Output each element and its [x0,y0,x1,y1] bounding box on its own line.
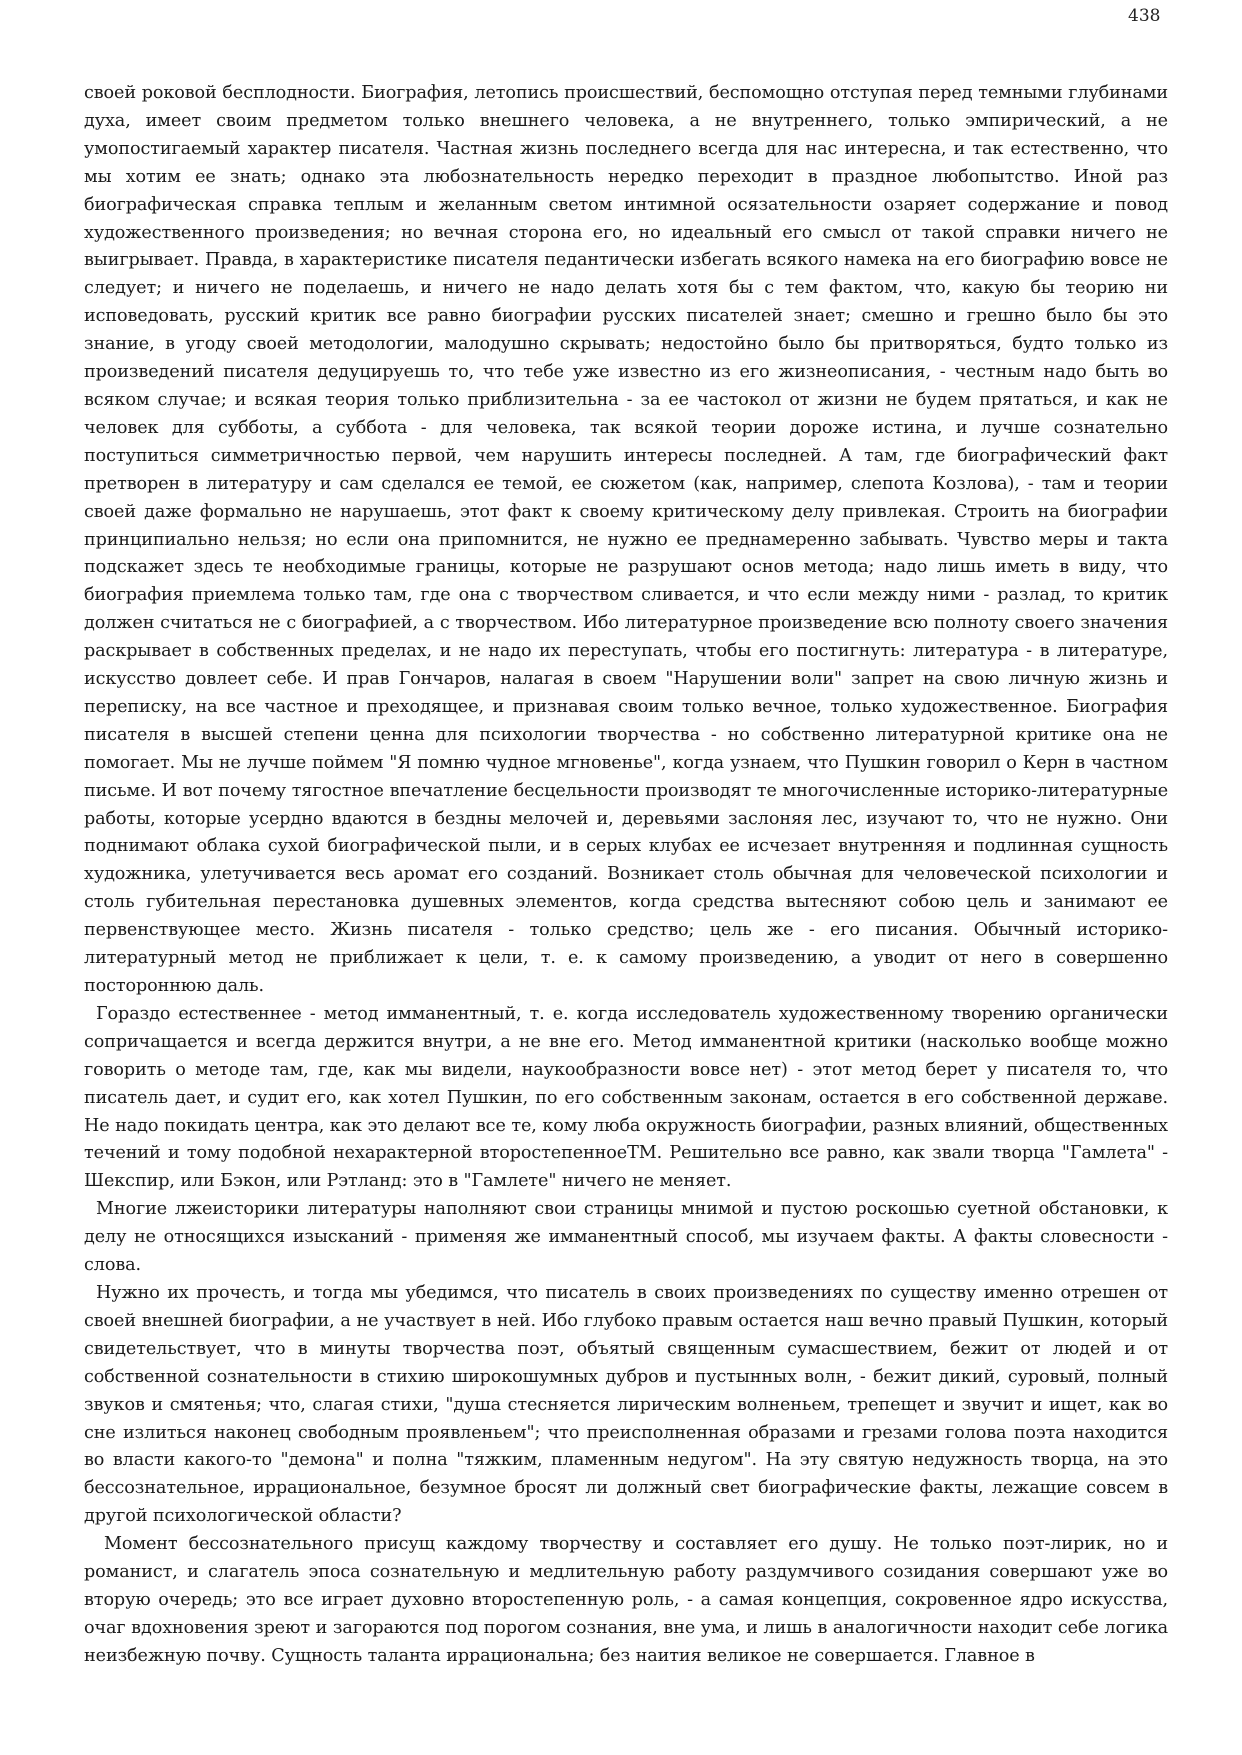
document-body [84,80,1168,1671]
paragraph-5: Момент бессознательного присущ каждому творчеству и составляет его душу. Не только поэт-лирик, но и романист, и слагатель эпоса сознательную и медлительную работу раздумчивого созидания совершают уже во вторую очередь; это все играет духовно второстепенную роль, - а самая концепция, сокровенное ядро искусства, очаг вдохновения зреют и загораются под порогом сознания, вне ума, и лишь в аналогичности находит себе логика неизбежную почву. Сущность таланта иррациональна; без наития великое не совершается. Главное в [84,1534,1168,1666]
page-number: 438 [1128,6,1161,26]
paragraph-3: Многие лжеисторики литературы наполняют свои страницы мнимой и пустою роскошью суетной обстановки, к делу не относящихся изысканий - применяя же имманентный способ, мы изучаем факты. А факты словесности - слова. [84,1199,1168,1276]
paragraph-1: своей роковой бесплодности. Биография, летопись происшествий, беспомощно отступая перед темными глубинами духа, имеет своим предметом только внешнего человека, а не внутреннего, только эмпирический, а не умопостигаемый характер писателя. Частная жизнь последнего всегда для нас интересна, и так естественно, что мы хотим ее знать; однако эта любознательность нередко переходит в праздное любопытство. Иной раз биографическая справка теплым и желанным светом интимной осязательности озаряет содержание и повод художественного произведения; но вечная сторона его, но идеальный его смысл от такой справки ничего не выигрывает. Правда, в характеристике писателя педантически избегать всякого намека на его биографию вовсе не следует; и ничего не поделаешь, и ничего не надо делать хотя бы с тем фактом, что, какую бы теорию ни исповедовать, русский критик все равно биографии русских писателей знает; смешно и грешно было бы это знание, в угоду своей методологии, малодушно скрывать; недостойно было бы притворяться, будто только из произведений писателя дедуцируешь то, что тебе уже известно из его жизнеописания, - честным надо быть во всяком случае; и всякая теория только приблизительна - за ее частокол от жизни не будем прятаться, и как не человек для субботы, а суббота - для человека, так всякой теории дороже истина, и лучше сознательно поступиться симметричностью первой, чем нарушить интересы последней. А там, где биографический факт претворен в литературу и сам сделался ее темой, ее сюжетом (как, например, слепота Козлова), - там и теории своей даже формально не нарушаешь, этот факт к своему критическому делу привлекая. Строить на биографии принципиально нельзя; но если она припомнится, не нужно ее преднамеренно забывать. Чувство меры и такта подскажет здесь те необходимые границы, которые не разрушают основ метода; надо лишь иметь в виду, что биография приемлема только там, где она с творчеством сливается, и что если между ними - разлад, то критик должен считаться не с биографией, а с творчеством. Ибо литературное произведение всю полноту своего значения раскрывает в собственных пределах, и не надо их переступать, чтобы его постигнуть: литература - в литературе, искусство довлеет себе. И прав Гончаров, налагая в своем "Нарушении воли" запрет на свою личную жизнь и переписку, на все частное и преходящее, и признавая своим только вечное, только художественное. Биография писателя в высшей степени ценна для психологии творчества - но собственно литературной критике она не помогает. Мы не лучше поймем "Я помню чудное мгновенье", когда узнаем, что Пушкин говорил о Керн в частном письме. И вот почему тягостное впечатление бесцельности производят те многочисленные историко-литературные работы, которые усердно вдаются в бездны мелочей и, деревьями заслоняя лес, изучают то, что не нужно. Они поднимают облака сухой биографической пыли, и в серых клубах ее исчезает внутренняя и подлинная сущность художника, улетучивается весь аромат его созданий. Возникает столь обычная для человеческой психологии и столь губительная перестановка душевных элементов, когда средства вытесняют собою цель и занимают ее первенствующее место. Жизнь писателя - только средство; цель же - его писания. Обычный историко-литературный метод не приближает к цели, т. е. к самому произведению, а уводит от него в совершенно постороннюю даль. [84,83,1168,996]
paragraph-2: Гораздо естественнее - метод имманентный, т. е. когда исследователь художественному творению органически сопричащается и всегда держится внутри, а не вне его. Метод имманентной критики (насколько вообще можно говорить о методе там, где, как мы видели, наукообразности вовсе нет) - этот метод берет у писателя то, что писатель дает, и судит его, как хотел Пушкин, по его собственным законам, остается в его собственной державе. Не надо покидать центра, как это делают все те, кому люба окружность биографии, разных влияний, общественных течений и тому подобной нехарактерной второстепенноеТМ. Решительно все равно, как звали творца "Гамлета" - Шекспир, или Бэкон, или Рэтланд: это в "Гамлете" ничего не меняет. [84,1003,1168,1192]
paragraph-4: Нужно их прочесть, и тогда мы убедимся, что писатель в своих произведениях по существу именно отрешен от своей внешней биографии, а не участвует в ней. Ибо глубоко правым остается наш вечно правый Пушкин, который свидетельствует, что в минуты творчества поэт, объятый священным сумасшествием, бежит от людей и от собственной сознательности в стихию широкошумных дубров и пустынных волн, - бежит дикий, суровый, полный звуков и смятенья; что, слагая стихи, "душа стесняется лирическим волненьем, трепещет и звучит и ищет, как во сне излиться наконец свободным проявленьем"; что преисполненная образами и грезами голова поэта находится во власти какого-то "демона" и полна "тяжким, пламенным недугом". На эту святую недужность творца, на это бессознательное, иррациональное, безумное бросят ли должный свет биографические факты, лежащие совсем в другой психологической области? [84,1282,1168,1527]
